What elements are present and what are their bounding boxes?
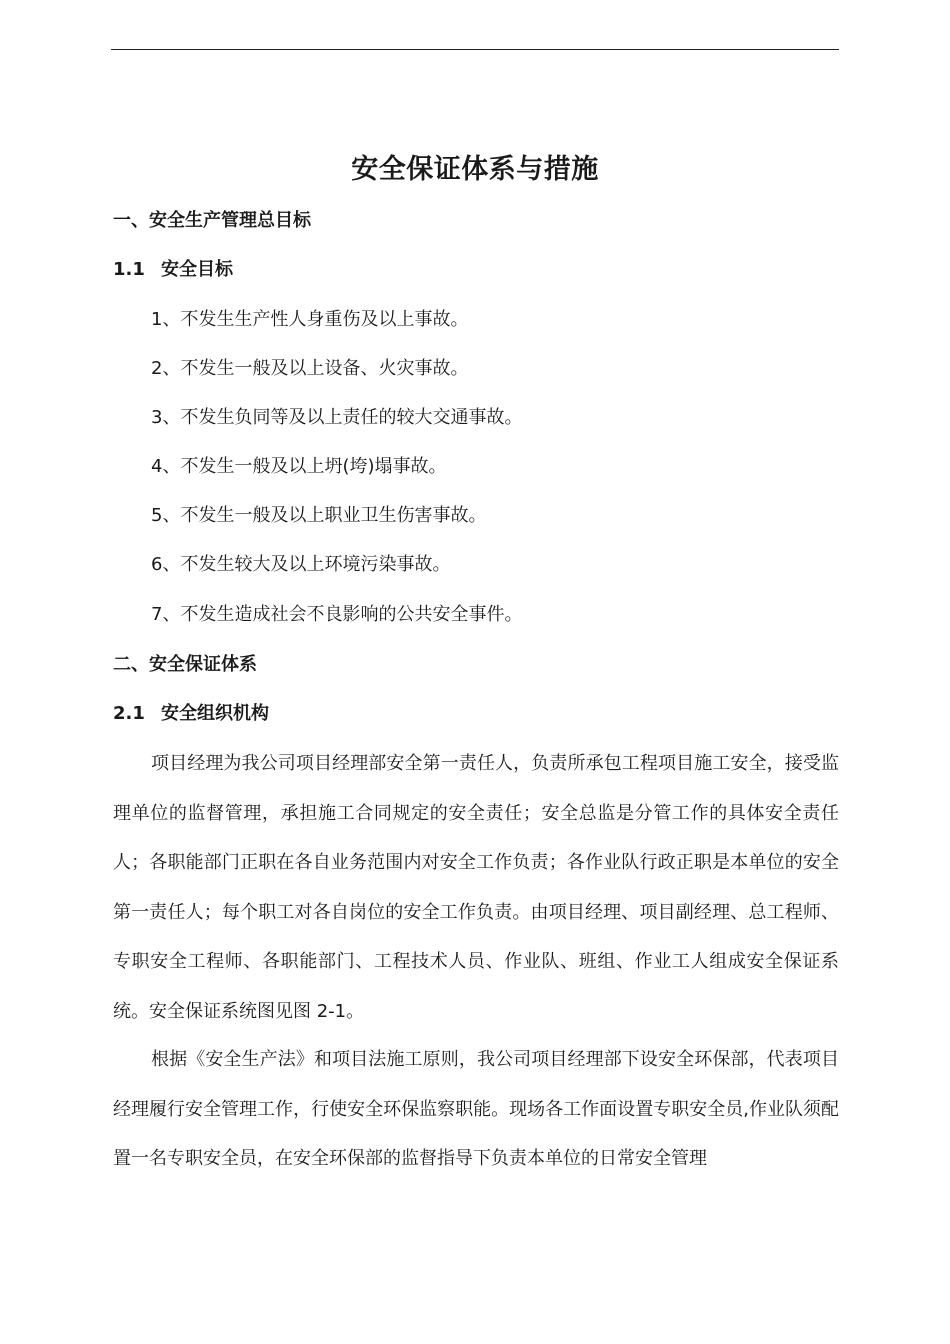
section-heading-2: 二、安全保证体系 xyxy=(113,654,257,675)
subsection-heading-1-1 xyxy=(113,257,233,283)
list-item: 4、不发生一般及以上坍(垮)塌事故。 xyxy=(151,456,447,477)
list-item: 6、不发生较大及以上环境污染事故。 xyxy=(151,554,451,575)
document-title: 安全保证体系与措施 xyxy=(351,154,599,185)
body-paragraph: 根据《安全生产法》和项目法施工原则，我公司项目经理部下设安全环保部，代表项目经理履行安全管理工作，行使安全环保监察职能。现场各工作面设置专职安全员,作业队须配置一名专职安全员，在安全环保部的监督指导下负责本单位的日常安全管理 xyxy=(113,1049,839,1169)
subsection-number: 1.1 xyxy=(113,259,145,280)
subsection-heading-2-1 xyxy=(113,701,269,727)
subsection-number: 2.1 xyxy=(113,703,145,724)
list-item: 2、不发生一般及以上设备、火灾事故。 xyxy=(151,358,469,379)
subsection-label: 安全目标 xyxy=(161,259,233,280)
section-heading-1: 一、安全生产管理总目标 xyxy=(113,210,311,231)
subsection-label: 安全组织机构 xyxy=(161,703,269,724)
list-item: 3、不发生负同等及以上责任的较大交通事故。 xyxy=(151,407,523,428)
list-item: 1、不发生生产性人身重伤及以上事故。 xyxy=(151,309,469,330)
body-paragraph: 项目经理为我公司项目经理部安全第一责任人，负责所承包工程项目施工安全，接受监理单位的监督管理，承担施工合同规定的安全责任；安全总监是分管工作的具体安全责任人；各职能部门正职在各自业务范围内对安全工作负责；各作业队行政正职是本单位的安全第一责任人；每个职工对各自岗位的安全工作负责。由项目经理、项目副经理、总工程师、专职安全工程师、各职能部门、工程技术人员、作业队、班组、作业工人组成安全保证系统。安全保证系统图见图 2-1。 xyxy=(113,753,839,1022)
header-rule xyxy=(111,49,839,50)
list-item: 5、不发生一般及以上职业卫生伤害事故。 xyxy=(151,505,487,526)
list-item: 7、不发生造成社会不良影响的公共安全事件。 xyxy=(151,604,523,625)
